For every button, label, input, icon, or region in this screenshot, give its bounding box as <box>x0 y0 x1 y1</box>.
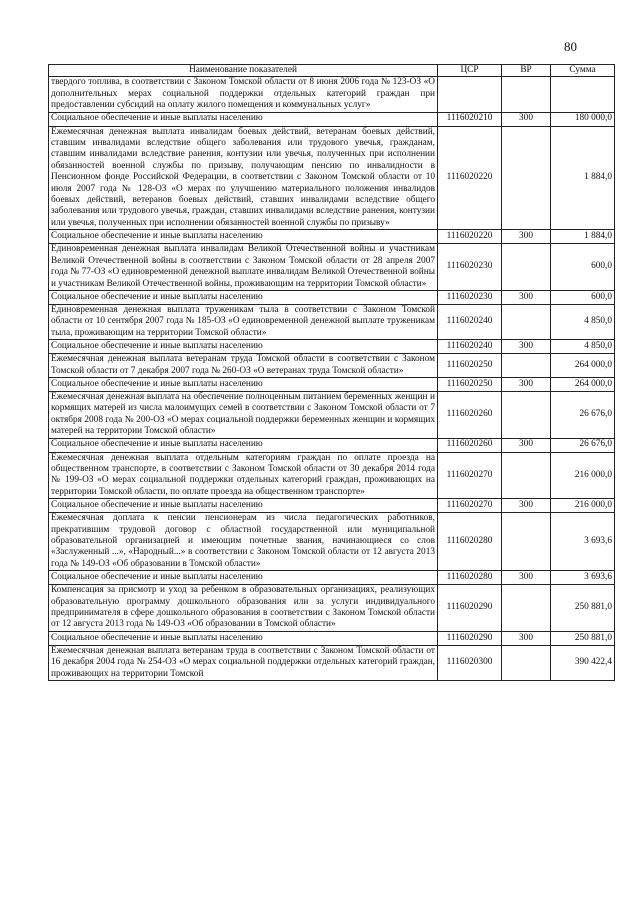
summary-row <box>49 340 615 354</box>
cell-csr: 1116020290 <box>438 585 502 632</box>
cell-name: Социальное обеспечение и иные выплаты населению <box>49 377 438 391</box>
cell-vr <box>502 126 551 230</box>
summary-row <box>49 377 615 391</box>
cell-name: Единовременная денежная выплата инвалидам Великой Отечественной войны и участникам Великой Отечественной войны в соответствии с Законом Томской области от 28 апреля 2007 года № 77-ОЗ «О единовременной денежной выплате инвалидам Великой Отечественной войны и участникам Великой Отечественной войны, проживающим на территории Томской области» <box>49 244 438 291</box>
cell-name: Ежемесячная денежная выплата ветеранам труда в соответствии с Законом Томской области от 16 декабря 2004 года № 254-ОЗ «О мерах социальной поддержки отдельных категорий граждан, проживающих на территории Томской <box>49 645 438 680</box>
page-number: 80 <box>564 39 577 54</box>
cell-sum: 250 881,0 <box>551 631 615 645</box>
summary-row <box>49 438 615 452</box>
cell-csr: 1116020260 <box>438 391 502 438</box>
cell-vr <box>502 391 551 438</box>
summary-row <box>49 499 615 513</box>
cell-csr: 1116020300 <box>438 645 502 680</box>
summary-row <box>49 112 615 126</box>
cell-sum: 264 000,0 <box>551 377 615 391</box>
cell-vr: 300 <box>502 571 551 585</box>
cell-vr <box>502 513 551 571</box>
cell-name: Социальное обеспечение и иные выплаты населению <box>49 112 438 126</box>
cell-sum: 250 881,0 <box>551 585 615 632</box>
cell-csr: 1116020260 <box>438 438 502 452</box>
detail-row <box>49 645 615 680</box>
cell-csr: 1116020230 <box>438 244 502 291</box>
cell-csr: 1116020240 <box>438 304 502 339</box>
cell-vr: 300 <box>502 340 551 354</box>
detail-row <box>49 354 615 378</box>
cell-name: Социальное обеспечение и иные выплаты населению <box>49 499 438 513</box>
cell-csr: 1116020250 <box>438 377 502 391</box>
detail-row <box>49 304 615 339</box>
cell-csr: 1116020220 <box>438 230 502 244</box>
detail-row <box>49 452 615 499</box>
detail-row <box>49 391 615 438</box>
cell-vr <box>502 304 551 339</box>
cell-vr: 300 <box>502 438 551 452</box>
cell-sum: 4 850,0 <box>551 304 615 339</box>
cell-sum: 26 676,0 <box>551 438 615 452</box>
cell-vr: 300 <box>502 290 551 304</box>
cell-name: Социальное обеспечение и иные выплаты населению <box>49 571 438 585</box>
header-sum: Сумма <box>551 65 615 77</box>
detail-row <box>49 585 615 632</box>
cell-csr: 1116020280 <box>438 571 502 585</box>
cell-vr: 300 <box>502 377 551 391</box>
cell-csr: 1116020240 <box>438 340 502 354</box>
cell-sum: 3 693,6 <box>551 571 615 585</box>
detail-row <box>49 77 615 112</box>
cell-name: Социальное обеспечение и иные выплаты населению <box>49 631 438 645</box>
cell-name: Ежемесячная денежная выплата ветеранам труда Томской области в соответствии с Законом Томской области от 7 декабря 2007 года № 260-ОЗ «О ветеранах труда Томской области» <box>49 354 438 378</box>
cell-sum: 1 884,0 <box>551 126 615 230</box>
detail-row <box>49 513 615 571</box>
detail-row <box>49 244 615 291</box>
cell-name: Компенсация за присмотр и уход за ребенком в образовательных организациях, реализующих образовательную программу дошкольного образования или за услуги индивидуального предпринимателя в сфере дошкольного образования в соответствии с Законом Томской области от 12 августа 2013 года № 149-ОЗ «Об образовании в Томской области» <box>49 585 438 632</box>
cell-sum: 390 422,4 <box>551 645 615 680</box>
cell-vr: 300 <box>502 112 551 126</box>
table-body <box>49 77 615 681</box>
cell-csr: 1116020270 <box>438 452 502 499</box>
cell-sum <box>551 77 615 112</box>
cell-sum: 1 884,0 <box>551 230 615 244</box>
cell-csr: 1116020210 <box>438 112 502 126</box>
cell-vr <box>502 244 551 291</box>
budget-table <box>48 64 615 681</box>
header-vr: ВР <box>502 65 551 77</box>
cell-csr: 1116020280 <box>438 513 502 571</box>
cell-vr: 300 <box>502 499 551 513</box>
cell-name: Ежемесячная денежная выплата отдельным категориям граждан по оплате проезда на общественном транспорте, в соответствии с Законом Томской области от 30 декабря 2014 года № 199-ОЗ «О мерах социальной поддержки отдельных категорий граждан, проживающих на территории Томской области, по оплате проезда на общественном транспорте» <box>49 452 438 499</box>
cell-name: Ежемесячная доплата к пенсии пенсионерам из числа педагогических работников, прекратившим трудовой договор с областной государственной или муниципальной образовательной организацией и имеющим почетные звания, начинающиеся со слов «Заслуженный ...», «Народный...» в соответствии с Законом Томской области от 12 августа 2013 года № 149-ОЗ «Об образовании в Томской области» <box>49 513 438 571</box>
summary-row <box>49 230 615 244</box>
cell-csr: 1116020270 <box>438 499 502 513</box>
cell-csr: 1116020290 <box>438 631 502 645</box>
cell-name: Ежемесячная денежная выплата инвалидам боевых действий, ветеранам боевых действий, ставшим инвалидами вследствие общего заболевания или трудового увечья, гражданам, ставшим инвалидами вследствие ранения, контузии или увечья, полученных при исполнении обязанностей военной службы по призыву, получающим пенсию по инвалидности в Пенсионном фонде Российской Федерации, в соответствии с Законом Томской области от 10 июля 2007 года № 128-ОЗ «О мерах по улучшению материального положения инвалидов боевых действий, ветеранов боевых действий, ставших инвалидами вследствие общего заболевания или трудового увечья, граждан, ставших инвалидами вследствие ранения, контузии или увечья, полученных при исполнении обязанностей военной службы по призыву» <box>49 126 438 230</box>
summary-row <box>49 631 615 645</box>
detail-row <box>49 126 615 230</box>
cell-csr: 1116020250 <box>438 354 502 378</box>
cell-vr <box>502 77 551 112</box>
summary-row <box>49 571 615 585</box>
cell-name: Социальное обеспечение и иные выплаты населению <box>49 340 438 354</box>
cell-sum: 216 000,0 <box>551 499 615 513</box>
cell-vr <box>502 452 551 499</box>
cell-sum: 3 693,6 <box>551 513 615 571</box>
cell-sum: 26 676,0 <box>551 391 615 438</box>
cell-name: Социальное обеспечение и иные выплаты населению <box>49 230 438 244</box>
cell-vr <box>502 585 551 632</box>
cell-sum: 4 850,0 <box>551 340 615 354</box>
cell-sum: 180 000,0 <box>551 112 615 126</box>
cell-sum: 216 000,0 <box>551 452 615 499</box>
cell-name: Единовременная денежная выплата труженикам тыла в соответствии с Законом Томской области от 10 сентября 2007 года № 185-ОЗ «О единовременной денежной выплате труженикам тыла, проживающим на территории Томской области» <box>49 304 438 339</box>
header-csr: ЦСР <box>438 65 502 77</box>
cell-name: Социальное обеспечение и иные выплаты населению <box>49 438 438 452</box>
table-header-row <box>49 65 615 77</box>
cell-sum: 600,0 <box>551 244 615 291</box>
cell-vr: 300 <box>502 230 551 244</box>
header-name: Наименование показателей <box>49 65 438 77</box>
cell-sum: 264 000,0 <box>551 354 615 378</box>
cell-csr <box>438 77 502 112</box>
cell-name: Социальное обеспечение и иные выплаты населению <box>49 290 438 304</box>
cell-csr: 1116020230 <box>438 290 502 304</box>
cell-csr: 1116020220 <box>438 126 502 230</box>
cell-name: твердого топлива, в соответствии с Законом Томской области от 8 июня 2006 года № 123-ОЗ «О дополнительных мерах социальной поддержки отдельных категорий граждан при предоставлении субсидий на оплату жилого помещения и коммунальных услуг» <box>49 77 438 112</box>
summary-row <box>49 290 615 304</box>
cell-vr <box>502 354 551 378</box>
cell-sum: 600,0 <box>551 290 615 304</box>
cell-vr <box>502 645 551 680</box>
cell-vr: 300 <box>502 631 551 645</box>
cell-name: Ежемесячная денежная выплата на обеспечение полноценным питанием беременных женщин и кормящих матерей из числа малоимущих семей в соответствии с Законом Томской области от 7 октября 2008 года № 200-ОЗ «О мерах социальной поддержки беременных женщин и кормящих матерей на территории Томской области» <box>49 391 438 438</box>
